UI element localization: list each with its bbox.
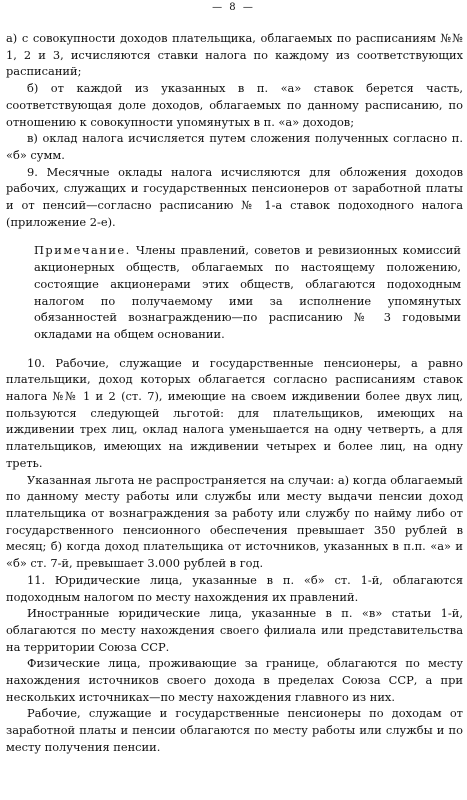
note-text: Члены правлений, советов и ревизионных комиссий акционерных обществ, облагаемых по настоящему положению, состоящие акционерами этих обществ, облагаются подоходным налогом по получаемому ими за исполнение упомянутых обязанностей вознаграждению—по расписанию № 3 годовыми окладами на общем основании. xyxy=(34,243,461,341)
paragraph-11-foreign: Иностранные юридические лица, указанные в п. «в» статьи 1-й, облагаются по месту нахождения своего филиала или представительства на территории Союза ССР. xyxy=(6,606,463,654)
paragraph-11-physical: Физические лица, проживающие за границе, облагаются по месту нахождения источников своего дохода в пределах Союза ССР, а при нескольких источниках—по месту нахождения главного из них. xyxy=(6,656,463,704)
page-body xyxy=(6,30,463,756)
paragraph-11-workers: Рабочие, служащие и государственные пенсионеры по доходам от заработной платы и пенсии облагаются по месту работы или службы и по месту получения пенсии. xyxy=(6,706,463,754)
paragraph-8b: б) от каждой из указанных в п. «а» ставок берется часть, соответствующая доле доходов, облагаемых по данному расписанию, по отношению к совокупности упомянутых в п. «а» доходов; xyxy=(6,81,463,129)
paragraph-8c: в) оклад налога исчисляется путем сложения полученных согласно п. «б» сумм. xyxy=(6,131,463,162)
note-block xyxy=(6,242,463,342)
paragraph-11: 11. Юридические лица, указанные в п. «б» ст. 1-й, облагаются подоходным налогом по месту нахождения их правлений. xyxy=(6,572,463,604)
page-number: — 8 — xyxy=(212,2,255,13)
note-lead: Примечание. xyxy=(34,243,131,258)
paragraph-10: 10. Рабочие, служащие и государственные пенсионеры, а равно плательщики, доход которых облагается согласно расписаниям ставок налога №№ 1 и 2 (ст. 7), имеющие на своем иждивении более двух лиц, пользуются следующей льготой: для плательщиков, имеющих на иждивении трех лиц, оклад налога уменьшается на одну четверть, а для плательщиков, имеющих на иждивении четырех и более лиц, на одну треть. xyxy=(6,355,463,470)
note-paragraph xyxy=(34,242,461,342)
paragraph-10-exception: Указанная льгота не распространяется на случаи: а) когда облагаемый по данному месту работы или службы или месту выдачи пенсии доход плательщика от вознаграждения за работу или службу по найму либо от государственного пенсионного обеспечения превышает 350 рублей в месяц; б) когда доход плательщика от источников, указанных в п.п. «а» и «б» ст. 7-й, превышает 3.000 рублей в год. xyxy=(6,472,463,571)
paragraph-9: 9. Месячные оклады налога исчисляются для обложения доходов рабочих, служащих и государственных пенсионеров от заработной платы и от пенсий—согласно расписанию № 1-а ставок подоходного налога (приложение 2-е). xyxy=(6,164,463,229)
paragraph-8a: а) с совокупности доходов плательщика, облагаемых по расписаниям №№ 1, 2 и 3, исчисляются ставки налога по каждому из соответствующих расписаний; xyxy=(6,31,463,79)
